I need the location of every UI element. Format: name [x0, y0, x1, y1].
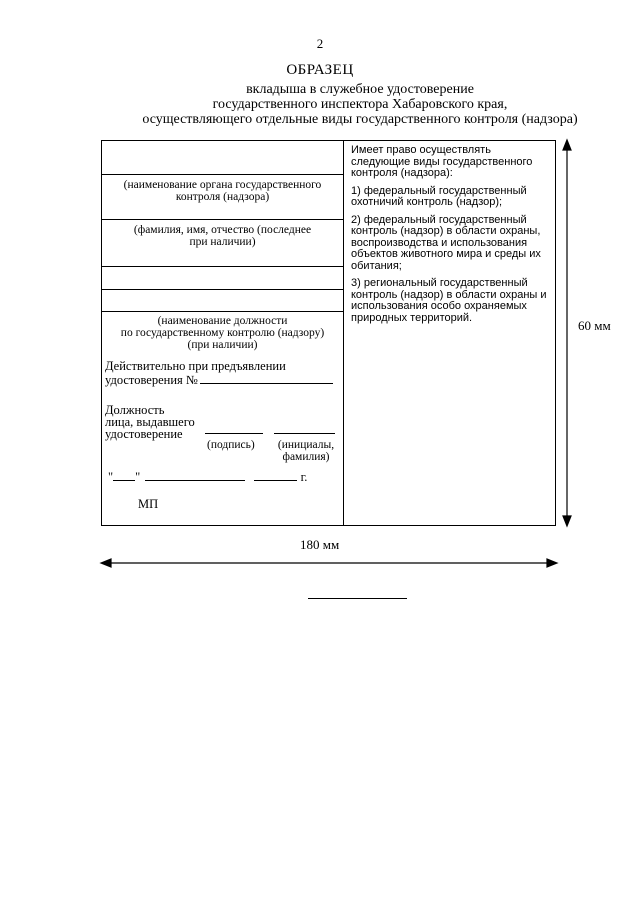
- stamp-label: МП: [138, 497, 159, 511]
- subtitle-line: осуществляющего отдельные виды государственного контроля (надзора): [142, 112, 578, 127]
- arrow-down-icon: [563, 516, 571, 526]
- position-caption: (наименование должности по государственному контролю (надзору) (при наличии): [120, 315, 325, 351]
- width-dimension-label: 180 мм: [300, 537, 340, 552]
- arrow-right-icon: [547, 559, 557, 567]
- height-dimension-label: 60 мм: [578, 318, 611, 333]
- validity-text: Действительно при предъявлении удостоверения №: [105, 360, 340, 387]
- initials-caption: (инициалы, фамилия): [277, 439, 335, 463]
- page-title: ОБРАЗЕЦ: [286, 62, 354, 78]
- organ-caption: (наименование органа государственного контроля (надзора): [123, 179, 322, 203]
- page-number: 2: [316, 36, 324, 51]
- arrow-left-icon: [101, 559, 111, 567]
- signature-caption: (подпись): [207, 439, 255, 451]
- subtitle-line: вкладыша в служебное удостоверение: [246, 82, 474, 97]
- rights-intro: Имеет право осуществлять следующие виды государственного контроля (надзора):: [351, 144, 533, 179]
- rights-item-2: 2) федеральный государственный контроль (надзор) в области охраны, воспроизводства и использования объектов животного мира и среды их обитания;: [351, 213, 541, 272]
- footer-rule: [308, 598, 407, 599]
- date-line: " " г.: [108, 470, 308, 484]
- fio-caption: (фамилия, имя, отчество (последнее при наличии): [133, 224, 312, 248]
- rights-item-3: 3) региональный государственный контроль (надзор) в области охраны и использования особо охраняемых природных территорий.: [351, 277, 547, 324]
- arrow-up-icon: [563, 140, 571, 150]
- official-label: Должность лица, выдавшего удостоверение: [105, 403, 195, 441]
- rights-item-1: 1) федеральный государственный охотничий контроль (надзор);: [351, 184, 527, 208]
- subtitle-line: государственного инспектора Хабаровского края,: [212, 97, 508, 112]
